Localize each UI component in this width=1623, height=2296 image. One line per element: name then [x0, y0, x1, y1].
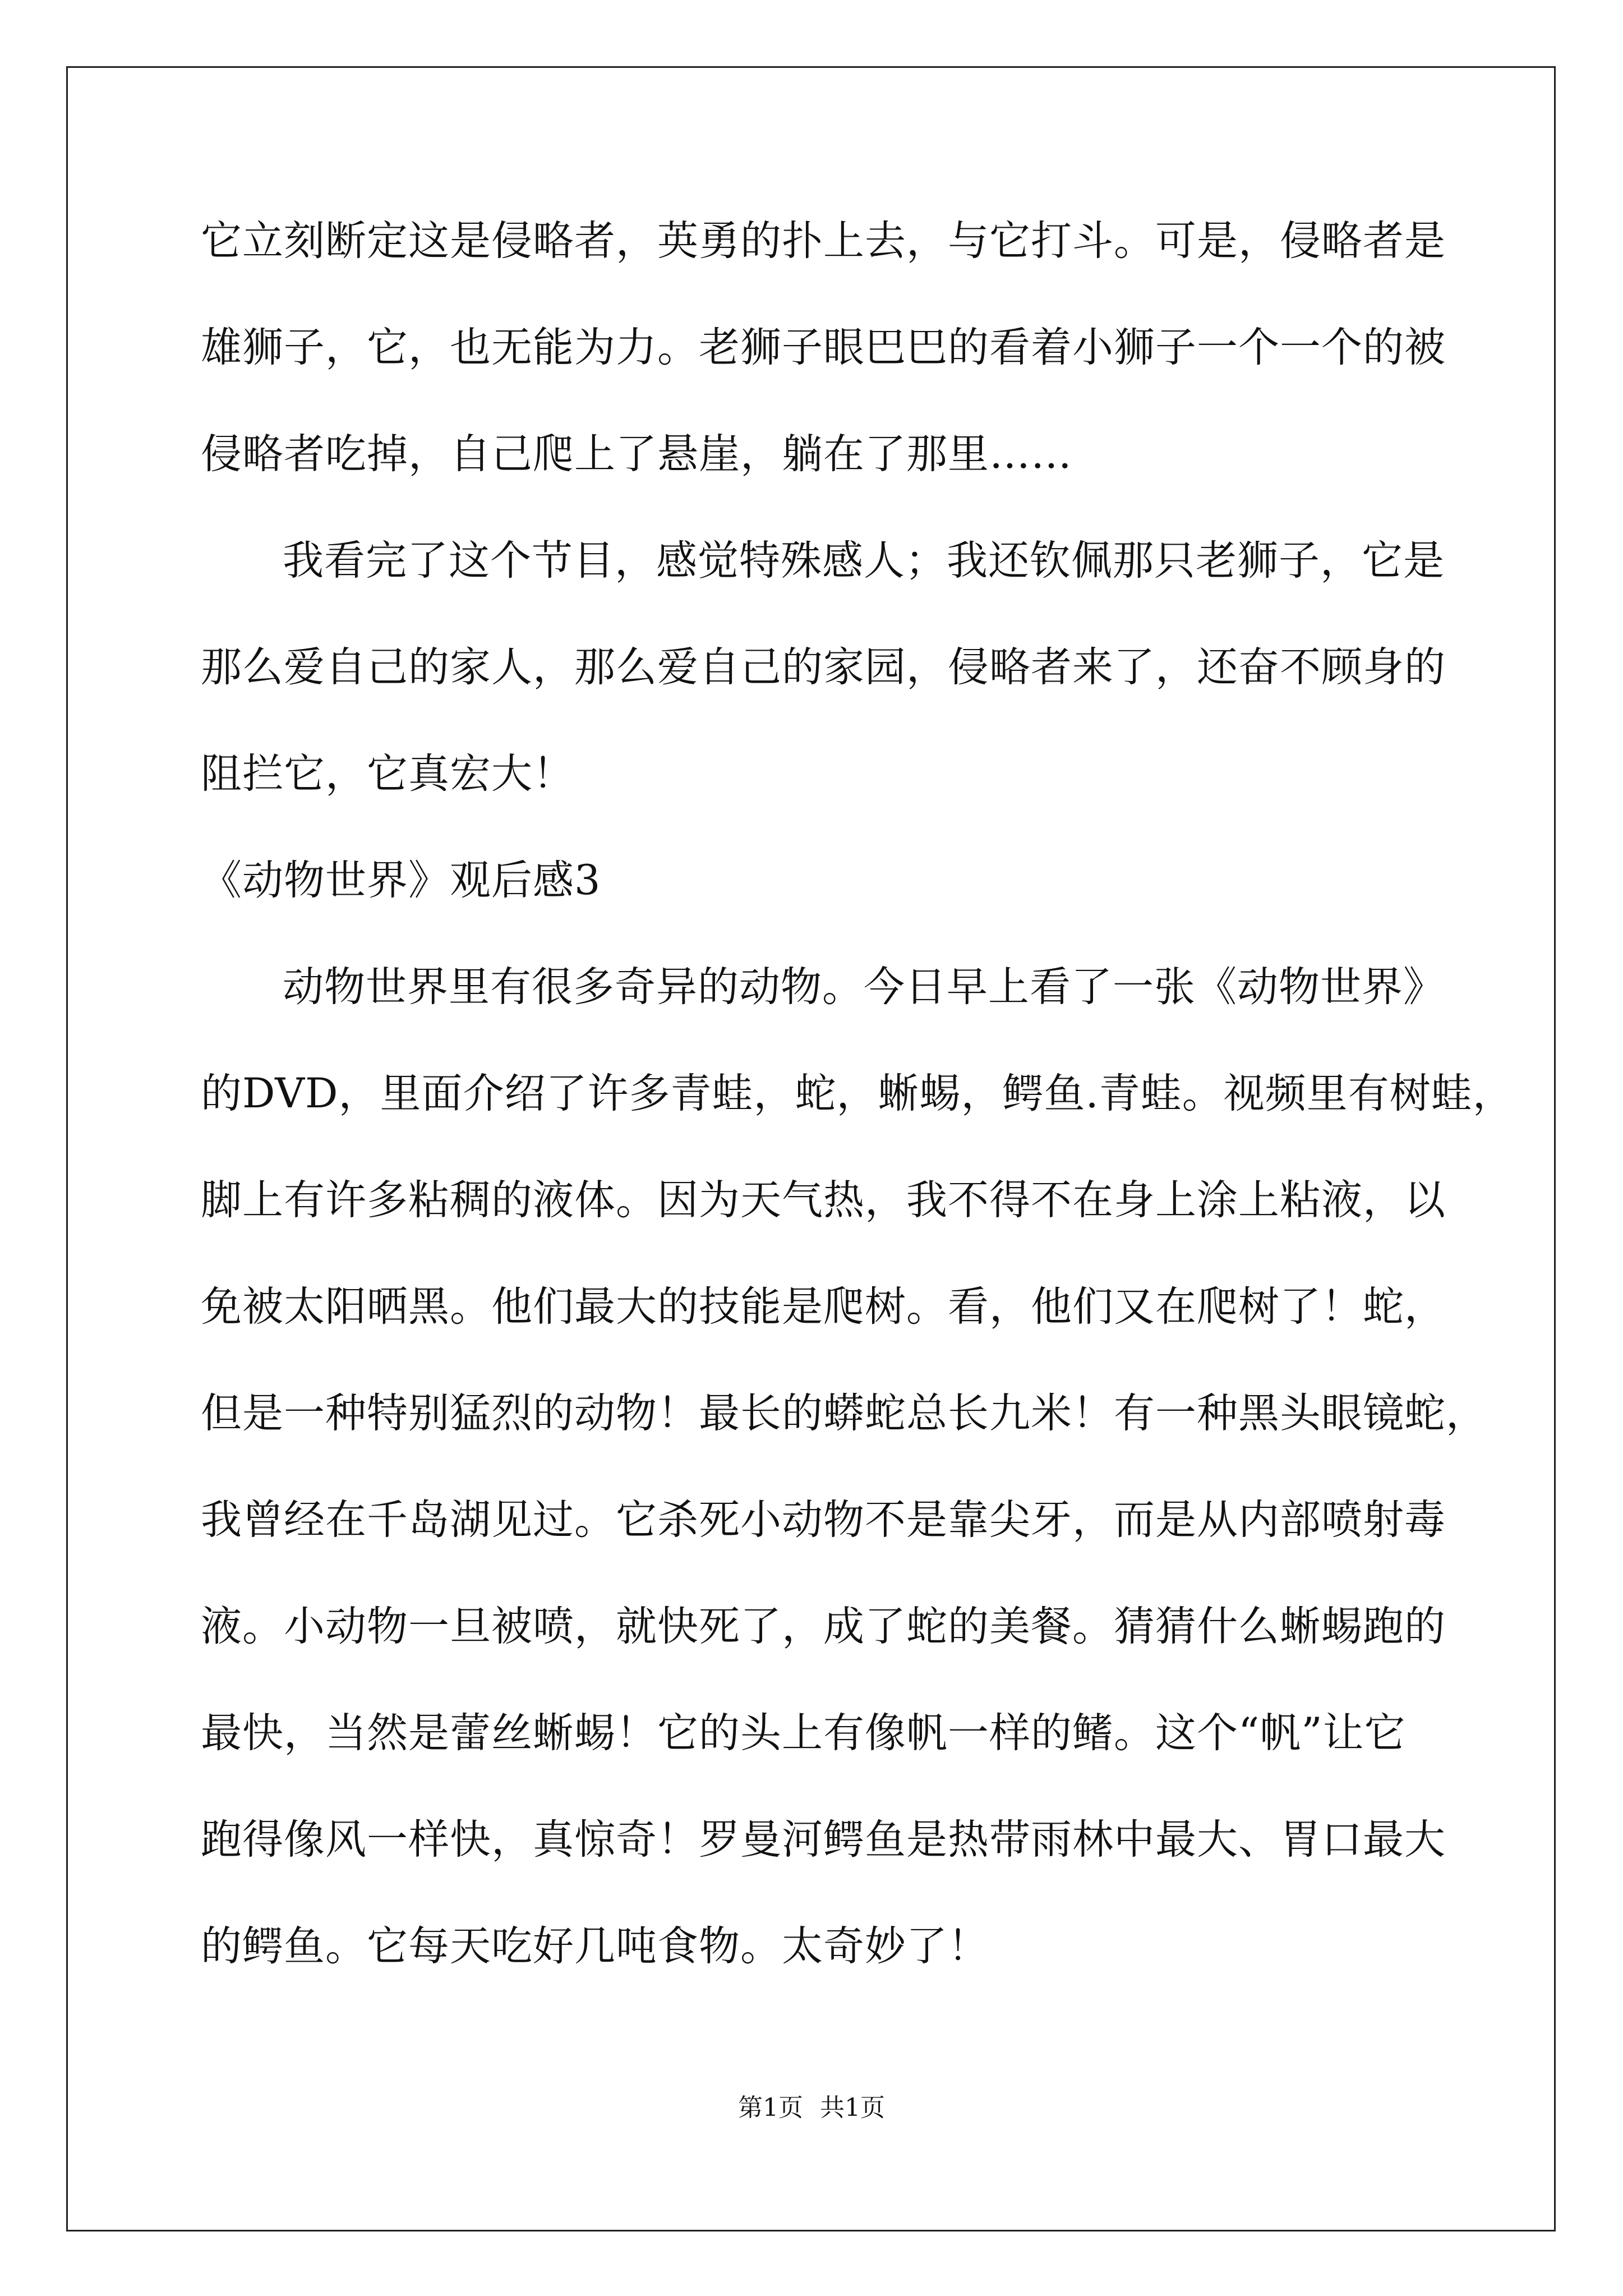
text-line: 那么爱自己的家人，那么爱自己的家园，侵略者来了，还奋不顾身的 [201, 643, 1446, 691]
paragraph-start-line: 我看完了这个节目，感觉特殊感人；我还钦佩那只老狮子，它是 [283, 537, 1445, 585]
text-line: 阻拦它，它真宏大！ [201, 750, 574, 798]
paragraph-start-line: 动物世界里有很多奇异的动物。今日早上看了一张《动物世界》 [283, 963, 1445, 1011]
text-line: 跑得像风一样快，真惊奇！罗曼河鳄鱼是热带雨林中最大、胃口最大 [201, 1816, 1446, 1864]
text-line: 它立刻断定这是侵略者，英勇的扑上去，与它打斗。可是，侵略者是 [201, 217, 1446, 265]
text-line: 我曾经在千岛湖见过。它杀死小动物不是靠尖牙，而是从内部喷射毒 [201, 1496, 1446, 1544]
page-number: 第1页 [738, 2093, 803, 2122]
text-line: 的DVD，里面介绍了许多青蛙，蛇，蜥蜴，鳄鱼.青蛙。视频里有树蛙， [201, 1070, 1514, 1117]
text-line: 脚上有许多粘稠的液体。因为天气热，我不得不在身上涂上粘液，以 [201, 1176, 1446, 1224]
text-line: 液。小动物一旦被喷，就快死了，成了蛇的美餐。猜猜什么蜥蜴跑的 [201, 1603, 1446, 1650]
text-line: 雄狮子，它，也无能为力。老狮子眼巴巴的看着小狮子一个一个的被 [201, 324, 1446, 371]
page-border [66, 66, 1556, 2231]
text-line: 免被太阳晒黑。他们最大的技能是爬树。看，他们又在爬树了！蛇， [201, 1283, 1446, 1331]
text-line: 侵略者吃掉，自己爬上了悬崖，躺在了那里…… [201, 430, 1072, 478]
page-total: 共1页 [820, 2093, 885, 2122]
page-footer [0, 2091, 1623, 2125]
text-line: 最快，当然是蕾丝蜥蜴！它的头上有像帆一样的鳍。这个“帆”让它 [201, 1709, 1406, 1757]
text-line: 的鳄鱼。它每天吃好几吨食物。太奇妙了！ [201, 1922, 989, 1970]
section-heading: 《动物世界》观后感3 [201, 857, 601, 904]
text-line: 但是一种特别猛烈的动物！最长的蟒蛇总长九米！有一种黑头眼镜蛇， [201, 1389, 1487, 1437]
